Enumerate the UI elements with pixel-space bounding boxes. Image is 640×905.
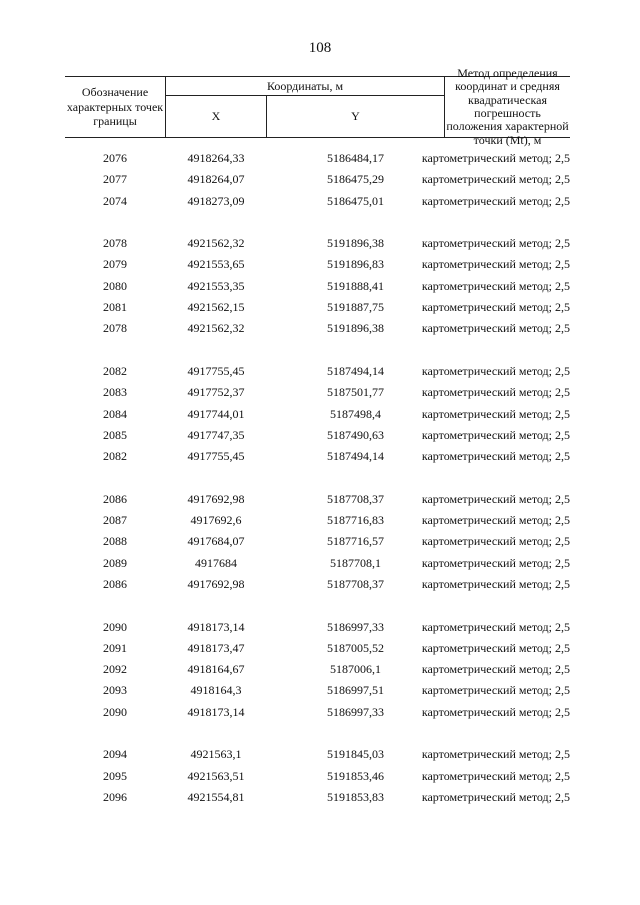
y-coordinate-cell: 5187708,1: [330, 555, 381, 570]
method-cell: картометрический метод; 2,5: [421, 385, 570, 400]
point-id-cell: 2096: [103, 789, 127, 804]
method-cell: картометрический метод; 2,5: [421, 449, 570, 464]
y-coordinate-cell: 5187490,63: [327, 427, 384, 442]
x-coordinate-cell: 4917692,98: [187, 491, 245, 506]
group-spacer: [65, 723, 570, 744]
x-coordinate-cell: 4917755,45: [187, 363, 245, 378]
y-coordinate-cell: 5186484,17: [327, 151, 384, 165]
x-coordinate-cell: 4917692,6: [190, 513, 242, 528]
point-id-cell: 2094: [103, 747, 127, 762]
point-id-cell: 2082: [103, 449, 127, 464]
method-cell: картометрический метод; 2,5: [421, 172, 570, 187]
table-row: [65, 531, 570, 552]
point-id-cell: 2085: [103, 427, 127, 442]
method-cell: картометрический метод; 2,5: [421, 789, 570, 804]
method-cell: картометрический метод; 2,5: [421, 427, 570, 442]
point-id-cell: 2078: [103, 321, 127, 336]
table-row: [65, 638, 570, 659]
table-row: [65, 233, 570, 254]
y-coordinate-cell: 5187716,83: [327, 513, 384, 528]
x-coordinate-cell: 4917684,07: [187, 534, 245, 549]
method-cell: картометрический метод; 2,5: [421, 704, 570, 719]
table-row: [65, 680, 570, 701]
table-header: [65, 65, 570, 147]
method-cell: картометрический метод; 2,5: [421, 513, 570, 528]
x-coordinate-cell: 4917755,45: [187, 449, 245, 464]
y-coordinate-cell: 5191896,38: [327, 236, 384, 251]
table-row: [65, 382, 570, 403]
x-coordinate-cell: 4918264,07: [187, 172, 245, 187]
point-id-cell: 2089: [103, 555, 127, 570]
y-coordinate-cell: 5187716,57: [327, 534, 384, 549]
method-cell: картометрический метод; 2,5: [421, 278, 570, 293]
x-coordinate-cell: 4918164,67: [187, 662, 245, 677]
table-row: [65, 553, 570, 574]
table-row: [65, 276, 570, 297]
x-coordinate-cell: 4921562,32: [187, 236, 245, 251]
y-coordinate-cell: 5191896,83: [327, 257, 384, 272]
y-coordinate-cell: 5191896,38: [327, 321, 384, 336]
x-coordinate-cell: 4918173,14: [187, 704, 245, 719]
table-row: [65, 191, 570, 212]
y-coordinate-cell: 5191845,03: [327, 747, 384, 762]
x-coordinate-cell: 4921563,1: [190, 747, 242, 762]
group-spacer: [65, 212, 570, 233]
group-spacer: [65, 595, 570, 616]
table-body: [65, 148, 570, 808]
y-coordinate-cell: 5187005,52: [327, 640, 384, 655]
method-cell: картометрический метод; 2,5: [421, 555, 570, 570]
table-row: [65, 766, 570, 787]
method-cell: картометрический метод; 2,5: [421, 576, 570, 591]
point-id-cell: 2084: [103, 406, 127, 421]
header-designation: Обозначение характерных точек границы: [66, 85, 164, 129]
table-row: [65, 702, 570, 723]
table-row: [65, 169, 570, 190]
y-coordinate-cell: 5186475,29: [327, 172, 384, 187]
table-row: [65, 446, 570, 467]
x-coordinate-cell: 4921562,15: [187, 300, 245, 315]
method-cell: картометрический метод; 2,5: [421, 640, 570, 655]
table-row: [65, 744, 570, 765]
x-coordinate-cell: 4921553,65: [187, 257, 245, 272]
group-spacer: [65, 340, 570, 361]
header-coordinates: Координаты, м: [166, 77, 444, 96]
x-coordinate-cell: 4921554,81: [187, 789, 245, 804]
header-x: X: [211, 109, 221, 124]
table-row: [65, 574, 570, 595]
y-coordinate-cell: 5187501,77: [327, 385, 384, 400]
y-coordinate-cell: 5186475,01: [327, 193, 384, 208]
header-y: Y: [351, 109, 360, 124]
x-coordinate-cell: 4918264,33: [187, 151, 245, 165]
table-row: [65, 404, 570, 425]
point-id-cell: 2095: [103, 768, 127, 783]
x-coordinate-cell: 4918164,3: [190, 683, 242, 698]
y-coordinate-cell: 5187494,14: [327, 449, 384, 464]
table-row: [65, 361, 570, 382]
point-id-cell: 2086: [103, 576, 127, 591]
group-spacer: [65, 467, 570, 488]
y-coordinate-cell: 5186997,33: [327, 619, 384, 634]
x-coordinate-cell: 4921562,32: [187, 321, 245, 336]
point-id-cell: 2080: [103, 278, 127, 293]
y-coordinate-cell: 5186997,33: [327, 704, 384, 719]
page-number: 108: [308, 40, 332, 56]
point-id-cell: 2086: [103, 491, 127, 506]
point-id-cell: 2092: [103, 662, 127, 677]
y-coordinate-cell: 5191887,75: [327, 300, 384, 315]
table-row: [65, 254, 570, 275]
header-method: Метод определения координат и средняя квадратическая погрешность положения характерной точки (Mt), м: [446, 65, 569, 147]
point-id-cell: 2076: [103, 151, 127, 165]
x-coordinate-cell: 4917692,98: [187, 576, 245, 591]
table-row: [65, 148, 570, 169]
method-cell: картометрический метод; 2,5: [421, 257, 570, 272]
method-cell: картометрический метод; 2,5: [421, 534, 570, 549]
point-id-cell: 2083: [103, 385, 127, 400]
x-coordinate-cell: 4918273,09: [187, 193, 245, 208]
x-coordinate-cell: 4921563,51: [187, 768, 245, 783]
x-coordinate-cell: 4917747,35: [187, 427, 245, 442]
point-id-cell: 2088: [103, 534, 127, 549]
point-id-cell: 2077: [103, 172, 127, 187]
table-row: [65, 318, 570, 339]
y-coordinate-cell: 5187708,37: [327, 491, 384, 506]
table-row: [65, 510, 570, 531]
table-row: [65, 617, 570, 638]
method-cell: картометрический метод; 2,5: [421, 321, 570, 336]
table-row: [65, 297, 570, 318]
method-cell: картометрический метод; 2,5: [421, 747, 570, 762]
method-cell: картометрический метод; 2,5: [421, 619, 570, 634]
table-row: [65, 489, 570, 510]
y-coordinate-cell: 5187494,14: [327, 363, 384, 378]
point-id-cell: 2090: [103, 704, 127, 719]
x-coordinate-cell: 4918173,47: [187, 640, 245, 655]
method-cell: картометрический метод; 2,5: [421, 151, 570, 165]
table-row: [65, 659, 570, 680]
method-cell: картометрический метод; 2,5: [421, 406, 570, 421]
method-cell: картометрический метод; 2,5: [421, 768, 570, 783]
point-id-cell: 2079: [103, 257, 127, 272]
method-cell: картометрический метод; 2,5: [421, 300, 570, 315]
point-id-cell: 2074: [103, 193, 127, 208]
point-id-cell: 2081: [103, 300, 127, 315]
x-coordinate-cell: 4921553,35: [187, 278, 245, 293]
y-coordinate-cell: 5187006,1: [330, 662, 381, 677]
method-cell: картометрический метод; 2,5: [421, 491, 570, 506]
method-cell: картометрический метод; 2,5: [421, 662, 570, 677]
x-coordinate-cell: 4917744,01: [187, 406, 245, 421]
point-id-cell: 2087: [103, 513, 127, 528]
y-coordinate-cell: 5187708,37: [327, 576, 384, 591]
y-coordinate-cell: 5187498,4: [330, 406, 381, 421]
y-coordinate-cell: 5186997,51: [327, 683, 384, 698]
point-id-cell: 2093: [103, 683, 127, 698]
y-coordinate-cell: 5191853,83: [327, 789, 384, 804]
table-row: [65, 425, 570, 446]
method-cell: картометрический метод; 2,5: [421, 193, 570, 208]
method-cell: картометрический метод; 2,5: [421, 683, 570, 698]
y-coordinate-cell: 5191888,41: [327, 278, 384, 293]
point-id-cell: 2078: [103, 236, 127, 251]
point-id-cell: 2091: [103, 640, 127, 655]
x-coordinate-cell: 4918173,14: [187, 619, 245, 634]
method-cell: картометрический метод; 2,5: [421, 236, 570, 251]
method-cell: картометрический метод; 2,5: [421, 363, 570, 378]
point-id-cell: 2082: [103, 363, 127, 378]
table-row: [65, 787, 570, 808]
x-coordinate-cell: 4917752,37: [187, 385, 245, 400]
x-coordinate-cell: 4917684: [195, 555, 237, 570]
y-coordinate-cell: 5191853,46: [327, 768, 384, 783]
point-id-cell: 2090: [103, 619, 127, 634]
